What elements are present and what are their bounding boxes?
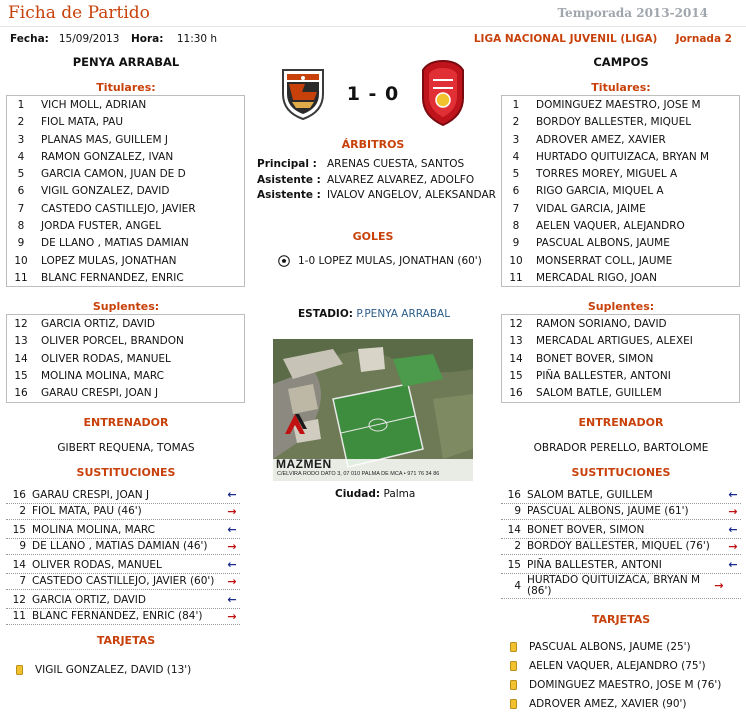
arrow-right-icon: →	[227, 574, 237, 588]
yellow-card-icon	[510, 642, 517, 652]
substitution-number: 15	[507, 558, 521, 571]
player-name: TORRES MOREY, MIGUEL A	[536, 168, 678, 181]
card-player: VIGIL GONZALEZ, DAVID (13')	[35, 663, 192, 676]
player-name: BONET BOVER, SIMON	[536, 352, 654, 365]
arrow-right-icon: →	[227, 504, 237, 518]
substitution-player: BLANC FERNANDEZ, ENRIC (84')	[32, 610, 203, 623]
substitution-player: BORDOY BALLESTER, MIQUEL (76')	[527, 540, 710, 553]
player-row	[7, 333, 244, 350]
substitution-number: 4	[514, 579, 521, 592]
player-row	[502, 333, 739, 350]
substitution-number: 14	[12, 558, 26, 571]
referee-row	[257, 157, 496, 173]
substitution-number: 14	[507, 523, 521, 536]
player-name: LOPEZ MULAS, JONATHAN	[41, 254, 177, 267]
player-number: 8	[512, 220, 520, 233]
player-name: SALOM BATLE, GUILLEM	[536, 387, 662, 400]
match-date	[10, 33, 119, 45]
arrow-left-icon: ←	[728, 488, 738, 502]
city-info	[335, 488, 415, 500]
time-label: Hora:	[131, 33, 164, 45]
player-number: 1	[17, 99, 25, 111]
player-number: 13	[509, 335, 523, 348]
substitution-player: MOLINA MOLINA, MARC	[32, 523, 155, 536]
player-number: 11	[509, 271, 523, 284]
referee-role: Asistente :	[257, 173, 321, 186]
referee-row	[257, 173, 496, 189]
player-name: BORDOY BALLESTER, MIQUEL	[536, 116, 692, 129]
substitution-number: 15	[12, 523, 26, 536]
away-subs-title: Suplentes:	[587, 300, 655, 313]
player-name: GARCIA CAMON, JUAN DE D	[41, 168, 186, 181]
player-row	[502, 235, 739, 252]
home-cards-list	[16, 660, 191, 679]
yellow-card-icon	[510, 699, 517, 709]
player-row	[7, 253, 244, 270]
time-value: 11:30 h	[176, 33, 218, 45]
photo-caption: C/ELVIRA RODO DATO 3, 07 010 PALMA DE MCA • 971 76 34 86	[277, 471, 440, 477]
player-number: 15	[14, 369, 28, 382]
substitution-row	[501, 574, 741, 599]
card-player: PASCUAL ALBONS, JAUME (25')	[529, 640, 691, 653]
player-row	[502, 270, 739, 287]
round-label: Jornada 2	[675, 33, 732, 45]
away-subs-list	[502, 315, 739, 402]
player-number: 7	[512, 202, 520, 215]
substitution-player: DE LLANO , MATIAS DAMIAN (46')	[32, 540, 208, 553]
player-name: PASCUAL ALBONS, JAUME	[536, 237, 670, 250]
city-label: Ciudad:	[335, 488, 381, 500]
substitution-player: CASTEDO CASTILLEJO, JAVIER (60')	[32, 575, 215, 588]
player-row	[502, 218, 739, 235]
stadium-info	[298, 308, 450, 320]
player-name: OLIVER PORCEL, BRANDON	[41, 335, 184, 348]
player-number: 5	[17, 168, 25, 181]
home-coach-title: ENTRENADOR	[83, 416, 169, 429]
substitution-row	[501, 557, 741, 574]
player-number: 14	[509, 352, 523, 365]
referee-role: Asistente :	[257, 189, 321, 201]
stadium-link[interactable]: P.PENYA ARRABAL	[356, 308, 451, 320]
home-starters-title: Titulares:	[96, 81, 156, 94]
player-number: 13	[14, 335, 28, 348]
substitution-player: PIÑA BALLESTER, ANTONI	[527, 558, 662, 571]
soccer-ball-icon	[278, 255, 290, 267]
substitution-row	[501, 487, 741, 504]
player-name: PLANAS MAS, GUILLEM J	[41, 133, 168, 146]
arrow-left-icon: ←	[227, 523, 237, 537]
substitution-row	[6, 574, 240, 591]
player-number: 16	[14, 387, 28, 400]
away-team-crest	[417, 58, 469, 128]
card-row	[510, 675, 721, 694]
player-name: VIGIL GONZALEZ, DAVID	[41, 185, 170, 198]
substitution-number: 2	[19, 505, 26, 518]
substitution-row	[6, 592, 240, 609]
league-info	[474, 33, 732, 45]
arrow-right-icon: →	[227, 609, 237, 623]
home-coach-name: GIBERT REQUENA, TOMAS	[57, 442, 195, 454]
player-number: 1	[512, 99, 520, 111]
away-starters-box	[501, 95, 740, 287]
card-player: DOMINGUEZ MAESTRO, JOSE M (76')	[529, 678, 722, 691]
arrow-left-icon: ←	[728, 558, 738, 572]
home-substitutions-list	[6, 487, 240, 627]
player-row	[7, 132, 244, 149]
card-row	[16, 660, 191, 679]
player-name: MOLINA MOLINA, MARC	[41, 369, 164, 382]
season-label: Temporada 2013-2014	[557, 6, 708, 20]
player-row	[502, 114, 739, 131]
substitution-row	[6, 557, 240, 574]
substitution-player: GARCIA ORTIZ, DAVID	[32, 593, 146, 606]
player-row	[7, 235, 244, 252]
player-row	[502, 385, 739, 402]
referee-role: Principal :	[257, 158, 317, 170]
player-name: HURTADO QUITUIZACA, BRYAN M	[536, 150, 710, 163]
home-starters-box	[6, 95, 245, 287]
player-number: 9	[17, 237, 25, 250]
player-number: 14	[14, 352, 28, 365]
player-row	[7, 218, 244, 235]
card-row	[510, 656, 721, 675]
goal-row	[278, 255, 482, 267]
player-number: 11	[14, 271, 28, 284]
player-row	[502, 201, 739, 218]
home-team-crest	[278, 62, 328, 122]
player-number: 12	[14, 318, 28, 330]
substitution-row	[6, 609, 240, 626]
player-row	[7, 114, 244, 131]
referee-row	[257, 188, 496, 204]
player-name: DE LLANO , MATIAS DAMIAN	[41, 237, 189, 250]
player-name: RAMON GONZALEZ, IVAN	[41, 150, 174, 163]
player-name: JORDA FUSTER, ANGEL	[41, 220, 162, 233]
referees-title: ÁRBITROS	[341, 138, 405, 151]
player-number: 6	[17, 185, 25, 198]
player-number: 2	[512, 116, 520, 129]
date-label: Fecha:	[10, 33, 49, 45]
arrow-right-icon: →	[227, 539, 237, 553]
player-row	[502, 183, 739, 200]
home-subs-title: Suplentes:	[92, 300, 160, 313]
player-row	[7, 166, 244, 183]
player-row	[7, 368, 244, 385]
away-cards-list	[510, 637, 721, 713]
referees-table	[257, 157, 496, 204]
arrow-left-icon: ←	[227, 488, 237, 502]
player-row	[7, 351, 244, 368]
referee-name: ALVAREZ ALVAREZ, ADOLFO	[327, 173, 475, 186]
player-name: PIÑA BALLESTER, ANTONI	[536, 369, 671, 382]
card-row	[510, 694, 721, 713]
away-team-name: CAMPOS	[593, 55, 649, 69]
player-number: 4	[17, 150, 25, 163]
city-value: Palma	[383, 488, 416, 500]
home-substitutions-title: SUSTITUCIONES	[76, 466, 176, 479]
player-row	[502, 368, 739, 385]
player-row	[502, 166, 739, 183]
yellow-card-icon	[510, 661, 517, 671]
card-player: ADROVER AMEZ, XAVIER (90')	[529, 697, 687, 710]
player-row	[502, 132, 739, 149]
player-number: 8	[17, 220, 25, 233]
player-name: BLANC FERNANDEZ, ENRIC	[41, 271, 184, 284]
photo-brand: MAZMEN	[276, 457, 332, 471]
player-name: MONSERRAT COLL, JAUME	[536, 254, 673, 267]
stadium-label: ESTADIO:	[298, 308, 353, 320]
player-row	[7, 97, 244, 114]
player-name: GARCIA ORTIZ, DAVID	[41, 318, 155, 330]
player-number: 7	[17, 202, 25, 215]
arrow-left-icon: ←	[728, 523, 738, 537]
header-divider	[0, 26, 746, 27]
player-number: 3	[512, 133, 520, 146]
player-row	[502, 149, 739, 166]
match-time	[131, 33, 217, 45]
home-cards-title: TARJETAS	[96, 634, 156, 647]
card-player: AELEN VAQUER, ALEJANDRO (75')	[529, 659, 706, 672]
player-number: 5	[512, 168, 520, 181]
arrow-left-icon: ←	[227, 558, 237, 572]
player-name: CASTEDO CASTILLEJO, JAVIER	[41, 202, 196, 215]
away-subs-box	[501, 314, 740, 403]
substitution-number: 7	[19, 575, 26, 588]
player-name: AELEN VAQUER, ALEJANDRO	[536, 220, 685, 233]
player-number: 9	[512, 237, 520, 250]
player-row	[7, 149, 244, 166]
home-starters-list	[7, 96, 244, 287]
stadium-photo	[273, 339, 473, 481]
player-number: 6	[512, 185, 520, 198]
home-subs-box	[6, 314, 245, 403]
substitution-number: 9	[514, 505, 521, 518]
player-name: VICH MOLL, ADRIAN	[41, 99, 147, 111]
arrow-right-icon: →	[728, 539, 738, 553]
player-name: FIOL MATA, PAU	[41, 116, 124, 129]
away-substitutions-title: SUSTITUCIONES	[571, 466, 671, 479]
substitution-player: GARAU CRESPI, JOAN J	[32, 488, 150, 501]
substitution-player: BONET BOVER, SIMON	[527, 523, 645, 536]
player-name: ADROVER AMEZ, XAVIER	[536, 133, 666, 146]
substitution-player: FIOL MATA, PAU (46')	[32, 505, 142, 518]
card-row	[510, 637, 721, 656]
player-row	[502, 351, 739, 368]
home-subs-list	[7, 315, 244, 402]
player-name: MERCADAL ARTIGUES, ALEXEI	[536, 335, 693, 348]
substitution-number: 12	[12, 593, 26, 606]
player-number: 16	[509, 387, 523, 400]
player-number: 12	[509, 318, 523, 330]
goals-title: GOLES	[352, 230, 394, 243]
player-row	[7, 201, 244, 218]
away-substitutions-list	[501, 487, 741, 601]
player-row	[502, 316, 739, 333]
substitution-number: 16	[507, 488, 521, 501]
substitution-row	[6, 487, 240, 504]
substitution-player: PASCUAL ALBONS, JAUME (61')	[527, 505, 689, 518]
away-starters-title: Titulares:	[591, 81, 651, 94]
player-name: OLIVER RODAS, MANUEL	[41, 352, 171, 365]
player-row	[7, 183, 244, 200]
player-name: VIDAL GARCIA, JAIME	[536, 202, 646, 215]
substitution-number: 16	[12, 488, 26, 501]
date-value: 15/09/2013	[58, 33, 120, 45]
yellow-card-icon	[510, 680, 517, 690]
substitution-player: SALOM BATLE, GUILLEM	[527, 488, 653, 501]
referee-name: IVALOV ANGELOV, ALEKSANDAR	[327, 189, 496, 201]
page-title: Ficha de Partido	[8, 3, 150, 23]
arrow-left-icon: ←	[227, 593, 237, 607]
player-name: RIGO GARCIA, MIQUEL A	[536, 185, 664, 198]
player-number: 10	[14, 254, 28, 267]
league-name: LIGA NACIONAL JUVENIL (LIGA)	[473, 33, 658, 45]
player-number: 15	[509, 369, 523, 382]
goal-text: 1-0 LOPEZ MULAS, JONATHAN (60')	[298, 255, 482, 267]
player-number: 2	[17, 116, 25, 129]
substitution-row	[6, 539, 240, 556]
away-coach-title: ENTRENADOR	[578, 416, 664, 429]
player-row	[7, 385, 244, 402]
substitution-player: OLIVER RODAS, MANUEL	[32, 558, 162, 571]
referee-name: ARENAS CUESTA, SANTOS	[327, 158, 465, 170]
away-coach-name: OBRADOR PERELLO, BARTOLOME	[533, 442, 709, 454]
substitution-number: 2	[514, 540, 521, 553]
substitution-row	[6, 504, 240, 521]
substitution-row	[501, 504, 741, 521]
arrow-right-icon: →	[714, 579, 724, 592]
substitution-row	[6, 522, 240, 539]
away-cards-title: TARJETAS	[591, 613, 651, 626]
substitution-row	[501, 539, 741, 556]
substitution-number: 11	[12, 610, 26, 623]
arrow-right-icon: →	[728, 504, 738, 518]
away-starters-list	[502, 96, 739, 287]
match-score: 1 - 0	[346, 83, 400, 105]
player-name: MERCADAL RIGO, JOAN	[536, 271, 657, 284]
home-team-name: PENYA ARRABAL	[72, 55, 180, 69]
player-row	[502, 97, 739, 114]
player-name: DOMINGUEZ MAESTRO, JOSE M	[536, 99, 701, 111]
player-row	[7, 316, 244, 333]
player-number: 10	[509, 254, 523, 267]
player-row	[502, 253, 739, 270]
player-row	[7, 270, 244, 287]
substitution-player: HURTADO QUITUIZACA, BRYAN M (86')	[527, 573, 701, 597]
substitution-row	[501, 522, 741, 539]
player-name: GARAU CRESPI, JOAN J	[41, 387, 159, 400]
player-number: 3	[17, 133, 25, 146]
goals-list	[278, 255, 482, 267]
player-number: 4	[512, 150, 520, 163]
substitution-number: 9	[19, 540, 26, 553]
yellow-card-icon	[16, 665, 23, 675]
player-name: RAMON SORIANO, DAVID	[536, 318, 667, 330]
